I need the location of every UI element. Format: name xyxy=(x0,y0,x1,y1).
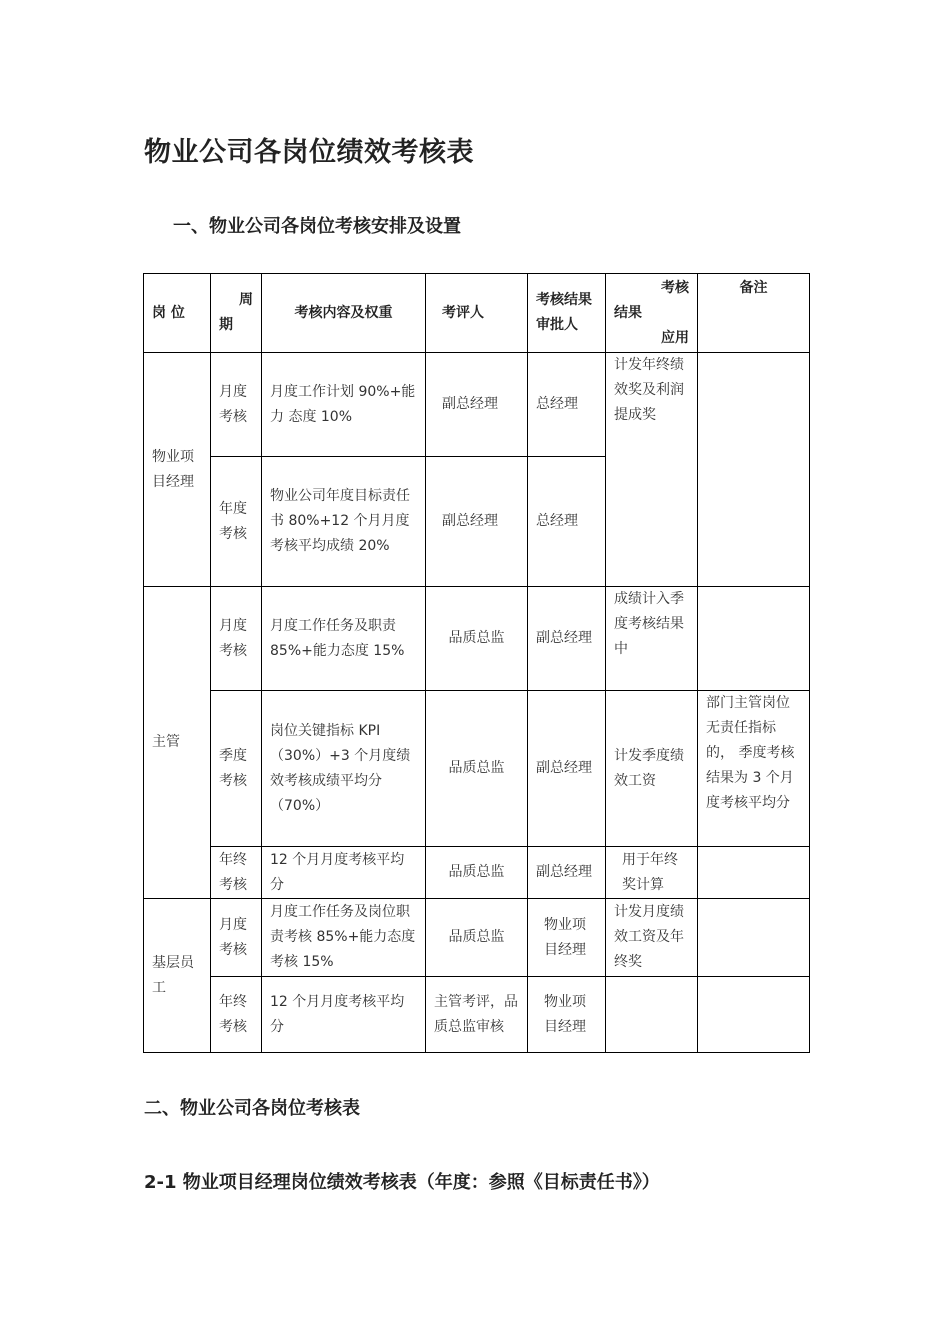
cell-period: 季度考核 xyxy=(211,691,262,847)
cell-approver: 总经理 xyxy=(528,457,606,587)
section-heading-2-1: 2-1 物业项目经理岗位绩效考核表（年度：参照《目标责任书》） xyxy=(144,1172,660,1193)
cell-content: 月度工作任务及职责 85%+能力态度 15% xyxy=(262,587,426,691)
cell-evaluator: 品质总监 xyxy=(426,587,528,691)
cell-period: 年度考核 xyxy=(211,457,262,587)
cell-evaluator: 副总经理 xyxy=(426,457,528,587)
cell-remark xyxy=(698,587,810,691)
table-row xyxy=(144,847,810,899)
cell-content: 岗位关键指标 KPI（30%）+3 个月度绩效考核成绩平均分（70%） xyxy=(262,691,426,847)
cell-approver: 物业项目经理 xyxy=(528,899,606,977)
assessment-arrangement-table xyxy=(143,273,810,1053)
cell-position: 基层员工 xyxy=(144,899,211,1053)
cell-result: 计发季度绩效工资 xyxy=(606,691,698,847)
cell-result: 成绩计入季度考核结果中 xyxy=(606,587,698,691)
cell-remark xyxy=(698,353,810,587)
page-title: 物业公司各岗位绩效考核表 xyxy=(144,137,474,168)
cell-approver: 副总经理 xyxy=(528,587,606,691)
cell-remark: 部门主管岗位无责任指标的， 季度考核结果为 3 个月度考核平均分 xyxy=(698,691,810,847)
cell-period: 月度考核 xyxy=(211,353,262,457)
cell-period: 年终考核 xyxy=(211,977,262,1053)
cell-result: 用于年终奖计算 xyxy=(606,847,698,899)
cell-approver: 副总经理 xyxy=(528,691,606,847)
cell-remark xyxy=(698,899,810,977)
cell-approver: 副总经理 xyxy=(528,847,606,899)
table-row xyxy=(144,691,810,847)
table-row xyxy=(144,587,810,691)
cell-period: 月度考核 xyxy=(211,899,262,977)
table-row xyxy=(144,977,810,1053)
cell-remark xyxy=(698,977,810,1053)
cell-content: 月度工作任务及岗位职责考核 85%+能力态度考核 15% xyxy=(262,899,426,977)
cell-content: 12 个月月度考核平均分 xyxy=(262,847,426,899)
cell-result: 计发月度绩效工资及年终奖 xyxy=(606,899,698,977)
cell-content: 物业公司年度目标责任书 80%+12 个月月度考核平均成绩 20% xyxy=(262,457,426,587)
cell-period: 月度考核 xyxy=(211,587,262,691)
cell-content: 月度工作计划 90%+能力 态度 10% xyxy=(262,353,426,457)
cell-evaluator: 副总经理 xyxy=(426,353,528,457)
cell-position: 主管 xyxy=(144,587,211,899)
cell-approver: 物业项目经理 xyxy=(528,977,606,1053)
cell-evaluator: 品质总监 xyxy=(426,847,528,899)
header-row xyxy=(144,274,810,353)
cell-approver: 总经理 xyxy=(528,353,606,457)
cell-result: 计发年终绩效奖及利润提成奖 xyxy=(606,353,698,587)
cell-position: 物业项目经理 xyxy=(144,353,211,587)
header-approver: 考核结果 审批人 xyxy=(528,274,606,353)
cell-content: 12 个月月度考核平均分 xyxy=(262,977,426,1053)
cell-period: 年终考核 xyxy=(211,847,262,899)
section-heading-2: 二、物业公司各岗位考核表 xyxy=(144,1098,360,1119)
cell-evaluator: 主管考评，品质总监审核 xyxy=(426,977,528,1053)
header-result: 考核 结果 应用 xyxy=(606,274,698,353)
table-row xyxy=(144,899,810,977)
table-row xyxy=(144,353,810,457)
cell-evaluator: 品质总监 xyxy=(426,691,528,847)
section-heading-1: 一、物业公司各岗位考核安排及设置 xyxy=(173,216,461,237)
cell-result xyxy=(606,977,698,1053)
header-position: 岗 位 xyxy=(144,274,211,353)
header-evaluator: 考评人 xyxy=(426,274,528,353)
header-content: 考核内容及权重 xyxy=(262,274,426,353)
cell-remark xyxy=(698,847,810,899)
cell-evaluator: 品质总监 xyxy=(426,899,528,977)
header-period: 周 期 xyxy=(211,274,262,353)
header-remark: 备注 xyxy=(698,274,810,353)
